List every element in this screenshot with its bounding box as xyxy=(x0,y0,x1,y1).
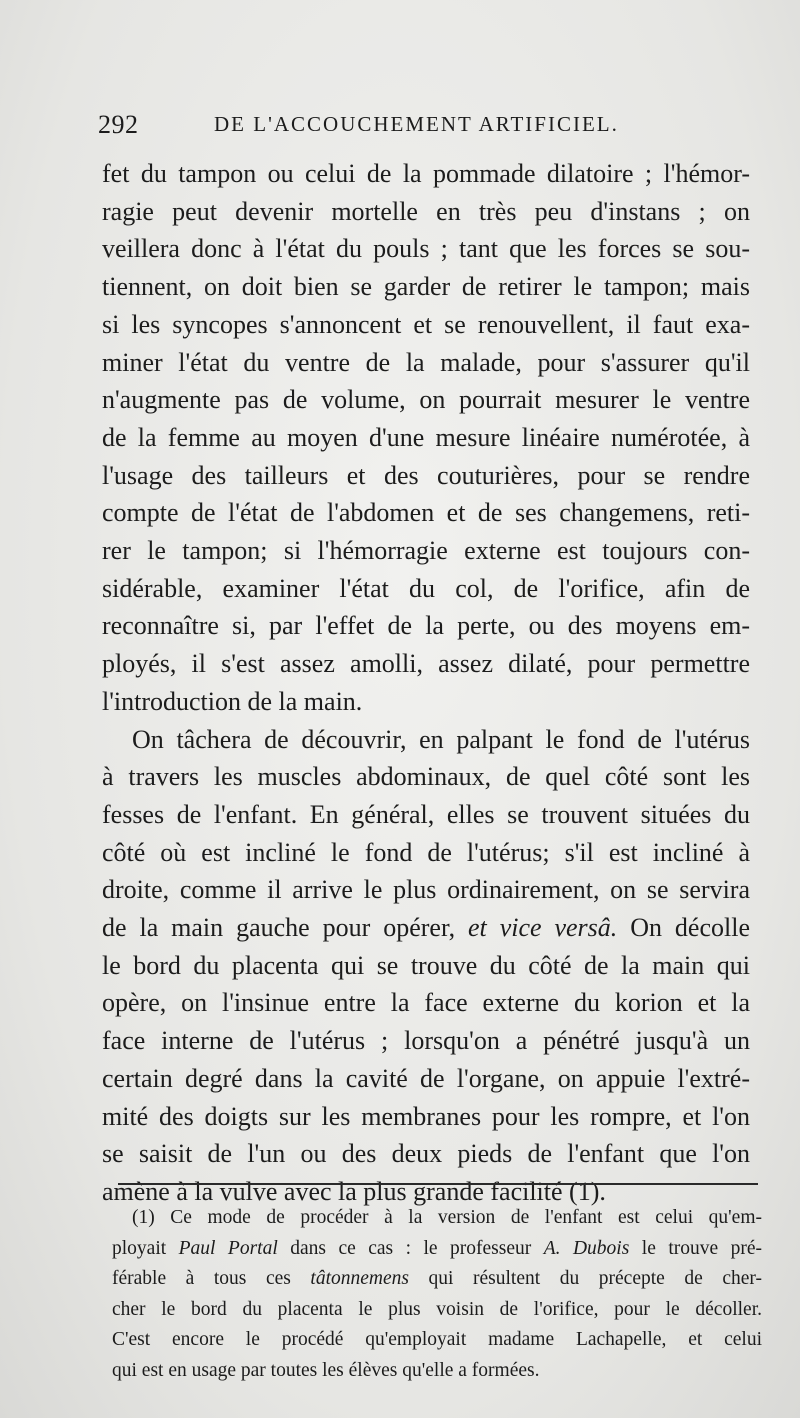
text-line: à travers les muscles abdominaux, de quel côté sont les xyxy=(102,762,750,792)
page-header xyxy=(98,110,748,140)
text-line: compte de l'état de l'abdomen et de ses changemens, reti- xyxy=(102,498,750,528)
text-line: droite, comme il arrive le plus ordinairement, on se servira xyxy=(102,875,750,905)
footnote-rule xyxy=(118,1183,758,1185)
text-line: veillera donc à l'état du pouls ; tant que les forces se sou- xyxy=(102,234,750,264)
running-head: DE L'ACCOUCHEMENT ARTIFICIEL. xyxy=(214,112,619,136)
italic-name: Paul Portal xyxy=(178,1237,278,1259)
text-run: le trouve pré- xyxy=(629,1237,762,1259)
text-line: si les syncopes s'annoncent et se renouvellent, il faut exa- xyxy=(102,309,750,339)
text-run: qui résultent du précepte de cher- xyxy=(409,1268,762,1289)
text-line: fesses de l'enfant. En général, elles se trouvent situées du xyxy=(102,799,750,829)
text-line: l'introduction de la main. xyxy=(102,686,363,716)
italic-phrase: et vice versâ. xyxy=(468,913,618,943)
text-line: tiennent, on doit bien se garder de retirer le tampon; mais xyxy=(102,272,750,302)
text-line: rer le tampon; si l'hémorragie externe est toujours con- xyxy=(102,536,750,566)
footnote-line: qui est en usage par toutes les élèves qu'elle a formées. xyxy=(112,1359,540,1381)
text-line: fet du tampon ou celui de la pommade dilatoire ; l'hémor- xyxy=(102,159,750,188)
text-run: férable à tous ces xyxy=(112,1268,291,1289)
text-line: mité des doigts sur les membranes pour les rompre, et l'on xyxy=(102,1101,750,1131)
text-line: se saisit de l'un ou des deux pieds de l'enfant que l'on xyxy=(102,1139,750,1169)
text-run: dans ce cas : le professeur xyxy=(277,1237,532,1259)
footnote-line: C'est encore le procédé qu'employait madame Lachapelle, et celui xyxy=(112,1329,762,1350)
text-run: de la main gauche pour opérer, xyxy=(102,913,456,943)
footnote-line: (1) Ce mode de procéder à la version de l'enfant est celui qu'em- xyxy=(132,1207,762,1228)
footnote-line xyxy=(112,1264,762,1295)
text-line: sidérable, examiner l'état du col, de l'orifice, afin de xyxy=(102,573,750,603)
text-line: ployés, il s'est assez amolli, assez dilaté, pour permettre xyxy=(102,649,750,679)
text-line xyxy=(102,909,750,947)
text-line: On tâchera de découvrir, en palpant le fond de l'utérus xyxy=(132,724,750,754)
text-run: ployait xyxy=(112,1237,167,1259)
text-run: On décolle xyxy=(617,913,750,943)
text-line: le bord du placenta qui se trouve du côté de la main qui xyxy=(102,950,750,980)
text-line: miner l'état du ventre de la malade, pour s'assurer qu'il xyxy=(102,347,750,377)
text-line: de la femme au moyen d'une mesure linéaire numérotée, à xyxy=(102,422,750,452)
italic-name: A. Dubois xyxy=(543,1237,630,1259)
italic-word: tâtonnemens xyxy=(310,1268,409,1289)
text-line: ragie peut devenir mortelle en très peu d'instans ; on xyxy=(102,196,750,226)
text-line: amène à la vulve avec la plus grande facilité (1). xyxy=(102,1176,606,1206)
page-number: 292 xyxy=(98,110,139,139)
body-text xyxy=(102,155,750,1211)
footnote-line: cher le bord du placenta le plus voisin de l'orifice, pour le décoller. xyxy=(112,1298,762,1320)
text-line: l'usage des tailleurs et des couturières, pour se rendre xyxy=(102,460,750,490)
text-line: côté où est incliné le fond de l'utérus; s'il est incliné à xyxy=(102,837,750,867)
text-line: certain degré dans la cavité de l'organe, on appuie l'extré- xyxy=(102,1063,750,1093)
footnote xyxy=(112,1203,762,1386)
text-line: n'augmente pas de volume, on pourrait mesurer le ventre xyxy=(102,385,750,415)
text-line: face interne de l'utérus ; lorsqu'on a pénétré jusqu'à un xyxy=(102,1026,750,1056)
text-line: opère, on l'insinue entre la face externe du korion et la xyxy=(102,988,750,1018)
text-line: reconnaître si, par l'effet de la perte, ou des moyens em- xyxy=(102,611,750,641)
footnote-line xyxy=(112,1234,762,1265)
